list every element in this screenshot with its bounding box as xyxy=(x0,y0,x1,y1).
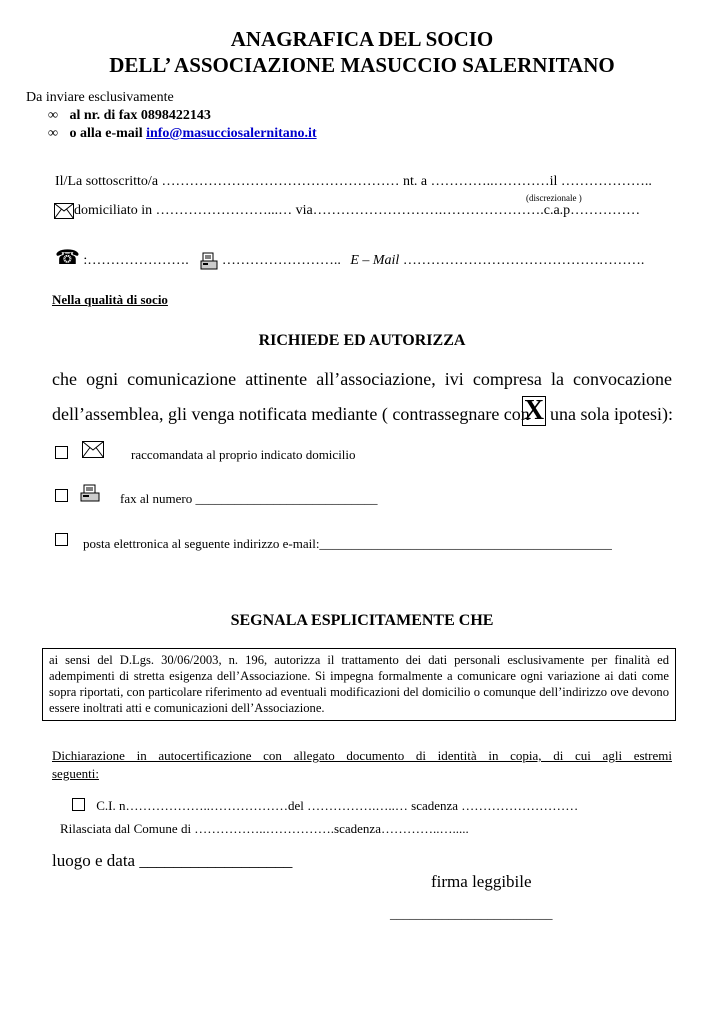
envelope-icon xyxy=(54,203,74,219)
membership-label: Nella qualità di socio xyxy=(52,292,168,307)
id-card-row xyxy=(72,798,578,814)
send-intro: Da inviare esclusivamente xyxy=(26,90,174,105)
fax-checkbox[interactable] xyxy=(55,489,68,502)
issued-by-line: Rilasciata dal Comune di ……………..…………….scadenza…………..…..... xyxy=(60,821,469,836)
request-heading: RICHIEDE ED AUTORIZZA xyxy=(258,332,466,349)
bullet-icon: ∞ xyxy=(48,126,58,141)
email-label: E – Mail xyxy=(350,253,400,268)
personal-line-contacts xyxy=(55,245,644,270)
discrezionale-note: (discrezionale ) xyxy=(526,193,582,203)
personal-line-address xyxy=(54,203,640,219)
email-dots: ……………………………………………. xyxy=(402,253,645,268)
email-bullet xyxy=(48,126,317,142)
request-paragraph-line2a: dell’assemblea, gli venga notificata mediante ( contrassegnare con xyxy=(52,404,530,424)
phone-dots: :…………………. xyxy=(83,253,189,268)
id-card-checkbox[interactable] xyxy=(72,798,85,811)
fax-label: fax al numero ____________________________ xyxy=(120,491,378,506)
bullet-icon: ∞ xyxy=(48,108,58,123)
fax-bullet xyxy=(48,108,211,124)
declaration-line2: seguenti: xyxy=(52,766,99,781)
request-paragraph-line2b: una sola ipotesi): xyxy=(550,404,673,424)
option-raccomandata xyxy=(55,446,68,464)
email-prefix: o alla e-mail xyxy=(69,126,147,141)
signature-line: _________________________ xyxy=(390,906,553,921)
envelope-icon xyxy=(82,441,104,458)
raccomandata-checkbox[interactable] xyxy=(55,446,68,459)
fax-dots: …………………….. xyxy=(221,253,341,268)
fax-machine-icon xyxy=(200,252,218,270)
place-date-field: luogo e data __________________ xyxy=(52,851,293,870)
email-option-label: posta elettronica al seguente indirizzo e-mail:_____________________________________________ xyxy=(83,536,612,551)
fax-machine-icon xyxy=(80,484,100,502)
telephone-icon: ☎ xyxy=(55,247,80,269)
raccomandata-label: raccomandata al proprio indicato domicilio xyxy=(131,447,356,462)
option-email xyxy=(55,533,68,551)
address-text: domiciliato in ……………………...… via……………………….………………….c.a.p…………… xyxy=(74,203,641,219)
fax-number-line: al nr. di fax 0898422143 xyxy=(69,108,211,123)
x-mark-box: X xyxy=(523,395,545,426)
option-fax xyxy=(55,489,68,507)
document-title-line2: DELL’ ASSOCIAZIONE MASUCCIO SALERNITANO xyxy=(109,53,615,77)
email-link[interactable]: info@masucciosalernitano.it xyxy=(146,126,317,141)
privacy-notice-box: ai sensi del D.Lgs. 30/06/2003, n. 196, autorizza il trattamento dei dati personali esclusivamente per finalità ed adempimenti di stretta esigenza dell’Associazione. Si impegna formalmente a comunicare ogni variazione ai dati come sopra riportati, con particolare riferimento ad eventuali modificazioni del domicilio o comunque dell’indirizzo ove devono essere inoltrati atti e comunicazioni dell’Associazione. xyxy=(42,648,676,721)
id-card-text: C.I. n………………..………………del …………….…..… scadenza ……………………… xyxy=(96,798,579,813)
declaration-line1: Dichiarazione in autocertificazione con allegato documento di identità in copia, di cui agli estremi xyxy=(52,748,672,763)
personal-line-name: Il/La sottoscritto/a …………………………………………… nt. a …………..…………il ……………….. xyxy=(55,174,652,189)
segnala-heading: SEGNALA ESPLICITAMENTE CHE xyxy=(230,612,494,629)
request-paragraph-line1: che ogni comunicazione attinente all’associazione, ivi compresa la convocazione xyxy=(52,369,672,389)
document-title-line1: ANAGRAFICA DEL SOCIO xyxy=(230,27,494,51)
email-checkbox[interactable] xyxy=(55,533,68,546)
signature-label: firma leggibile xyxy=(431,872,532,891)
